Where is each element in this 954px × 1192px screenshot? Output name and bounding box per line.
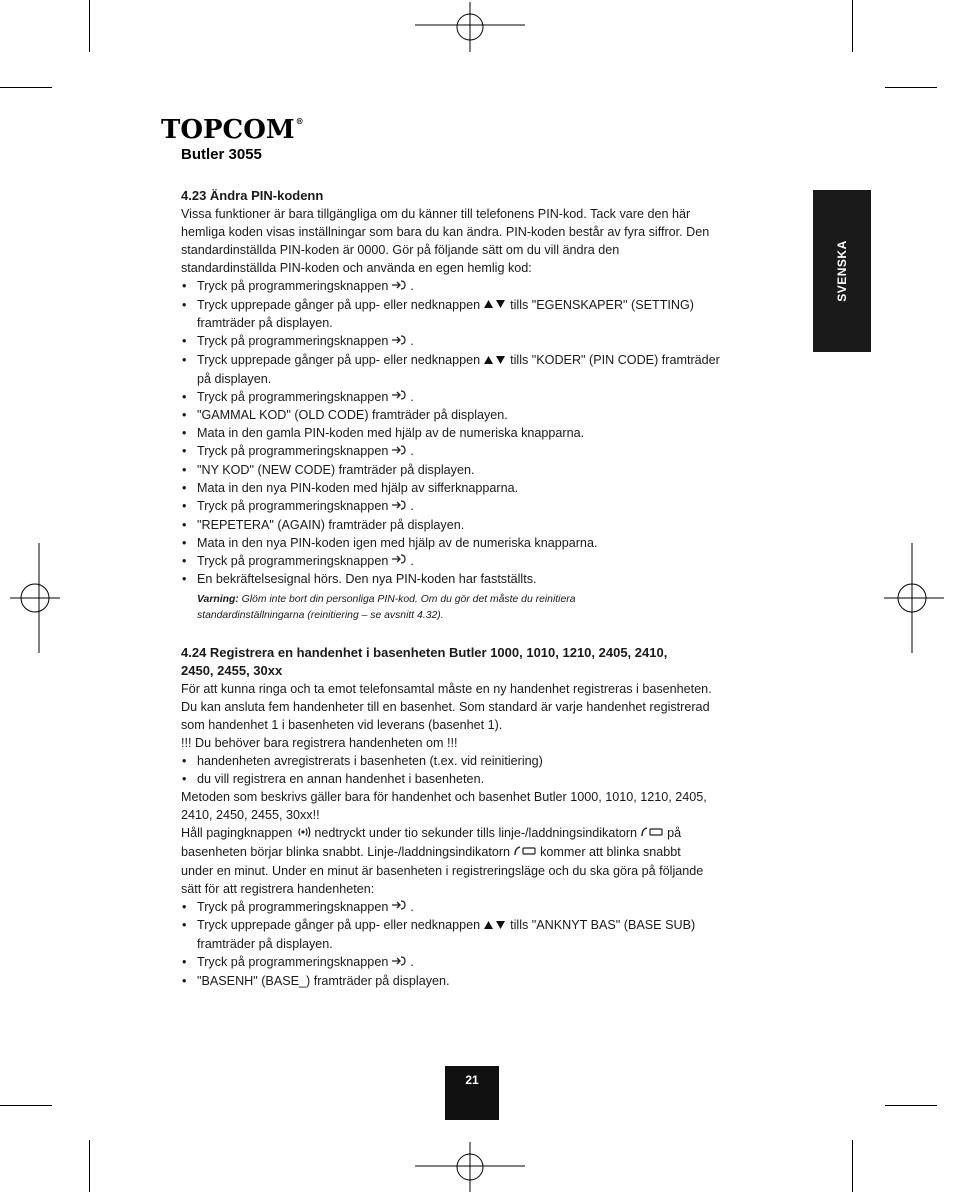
list-item: • Mata in den gamla PIN-koden med hjälp av de numeriska knapparna. [181, 424, 773, 442]
crop-mark [0, 1105, 52, 1106]
method-note: Metoden som beskrivs gäller bara för handenhet och basenhet Butler 1000, 1010, 1210, 2405, 2410, 2450, 2455, 30xx!! [181, 790, 707, 823]
list-item: • "NY KOD" (NEW CODE) framträder på displayen. [181, 461, 773, 479]
page-number: 21 [445, 1066, 499, 1120]
program-key-icon [391, 898, 407, 916]
list-item: • Tryck upprepade gånger på upp- eller nedknappen tills "EGENSKAPER" (SETTING) framträder på displayen. [181, 296, 773, 333]
brand-logo: TOPCOM® [161, 115, 304, 145]
registration-mark-icon [10, 543, 60, 653]
list-item: • Tryck på programmeringsknappen . [181, 442, 773, 461]
up-down-arrows-icon [483, 296, 507, 314]
list-item: • "GAMMAL KOD" (OLD CODE) framträder på displayen. [181, 406, 773, 424]
language-label: SVENSKA [835, 240, 849, 302]
paging-icon [295, 825, 311, 843]
crop-mark [885, 1105, 937, 1106]
section-heading: 4.23 Ändra PIN-kodenn [181, 188, 324, 203]
program-key-icon [391, 388, 407, 406]
registration-mark-icon [884, 543, 944, 653]
program-key-icon [391, 278, 407, 296]
crop-mark [0, 87, 52, 88]
list-item: • du vill registrera en annan handenhet i basenheten. [181, 770, 773, 788]
paging-instructions: Håll pagingknappen nedtryckt under tio sekunder tills linje-/laddningsindikatorn på basenheten börjar blinka snabbt. Linje-/laddningsindikatorn kommer att blinka snabbt under en minut. Under en minut är basenheten i registreringsläge och du ska göra på följande sätt för att registrera handenheten: [181, 826, 704, 896]
list-item: • Tryck på programmeringsknappen . [181, 332, 773, 351]
list-item: • Tryck på programmeringsknappen . [181, 497, 773, 516]
program-key-icon [391, 552, 407, 570]
program-key-icon [391, 954, 407, 972]
section-intro: För att kunna ringa och ta emot telefonsamtal måste en ny handenhet registreras i basenheten. Du kan ansluta fem handenheter till en basenhet. Som standard är varje handenhet registrerad som handenhet 1 i basenheten vid leverans (basenhet 1). !!! Du behöver bara registrera handenheten om !!! [181, 682, 712, 751]
crop-mark [89, 1140, 90, 1192]
line-charge-indicator-icon [640, 825, 664, 843]
crop-mark [852, 1140, 853, 1192]
brand-name: TOPCOM [161, 115, 295, 145]
condition-list [181, 752, 773, 788]
page-content [181, 187, 773, 990]
section-heading: 4.24 Registrera en handenhet i basenheten Butler 1000, 1010, 1210, 2405, 2410, 2450, 2455, 30xx [181, 645, 668, 679]
warning-label: Varning: [197, 594, 239, 606]
list-item: • Tryck på programmeringsknappen . [181, 552, 773, 571]
list-item: • "REPETERA" (AGAIN) framträder på displayen. [181, 516, 773, 534]
up-down-arrows-icon [483, 917, 507, 935]
up-down-arrows-icon [483, 352, 507, 370]
line-charge-indicator-icon [513, 844, 537, 862]
program-key-icon [391, 498, 407, 516]
program-key-icon [391, 443, 407, 461]
list-item: • handenheten avregistrerats i basenheten (t.ex. vid reinitiering) [181, 752, 773, 770]
instruction-list [181, 898, 773, 990]
list-item: • Tryck på programmeringsknappen . [181, 898, 773, 917]
crop-mark [852, 0, 853, 52]
model-name: Butler 3055 [181, 146, 262, 163]
instruction-list [181, 277, 773, 588]
warning-note: Varning: Glöm inte bort din personliga PIN-kod. Om du gör det måste du reinitiera standardinställningarna (reinitiering – se avsnitt 4.32). [197, 594, 576, 621]
list-item: • Tryck upprepade gånger på upp- eller nedknappen tills "ANKNYT BAS" (BASE SUB) framträder på displayen. [181, 916, 773, 953]
list-item: • Tryck på programmeringsknappen . [181, 277, 773, 296]
list-item: • En bekräftelsesignal hörs. Den nya PIN-koden har fastställts. [181, 570, 773, 588]
list-item: • "BASENH" (BASE_) framträder på displayen. [181, 972, 773, 990]
list-item: • Tryck upprepade gånger på upp- eller nedknappen tills "KODER" (PIN CODE) framträder på displayen. [181, 351, 773, 388]
crop-mark [89, 0, 90, 52]
list-item: • Mata in den nya PIN-koden med hjälp av sifferknapparna. [181, 479, 773, 497]
crop-mark [885, 87, 937, 88]
list-item: • Mata in den nya PIN-koden igen med hjälp av de numeriska knapparna. [181, 534, 773, 552]
registration-mark-icon [415, 1142, 525, 1192]
registration-mark-icon [415, 2, 525, 52]
list-item: • Tryck på programmeringsknappen . [181, 953, 773, 972]
list-item: • Tryck på programmeringsknappen . [181, 388, 773, 407]
language-tab [813, 190, 871, 352]
program-key-icon [391, 333, 407, 351]
section-intro: Vissa funktioner är bara tillgängliga om du känner till telefonens PIN-kod. Tack vare den här hemliga koden visas inställningar som bara du kan ändra. PIN-koden består av fyra siffror. Den standardinställda PIN-koden är 0000. Gör på följande sätt om du vill ändra den standardinställda PIN-koden och använda en egen hemlig kod: [181, 207, 710, 275]
